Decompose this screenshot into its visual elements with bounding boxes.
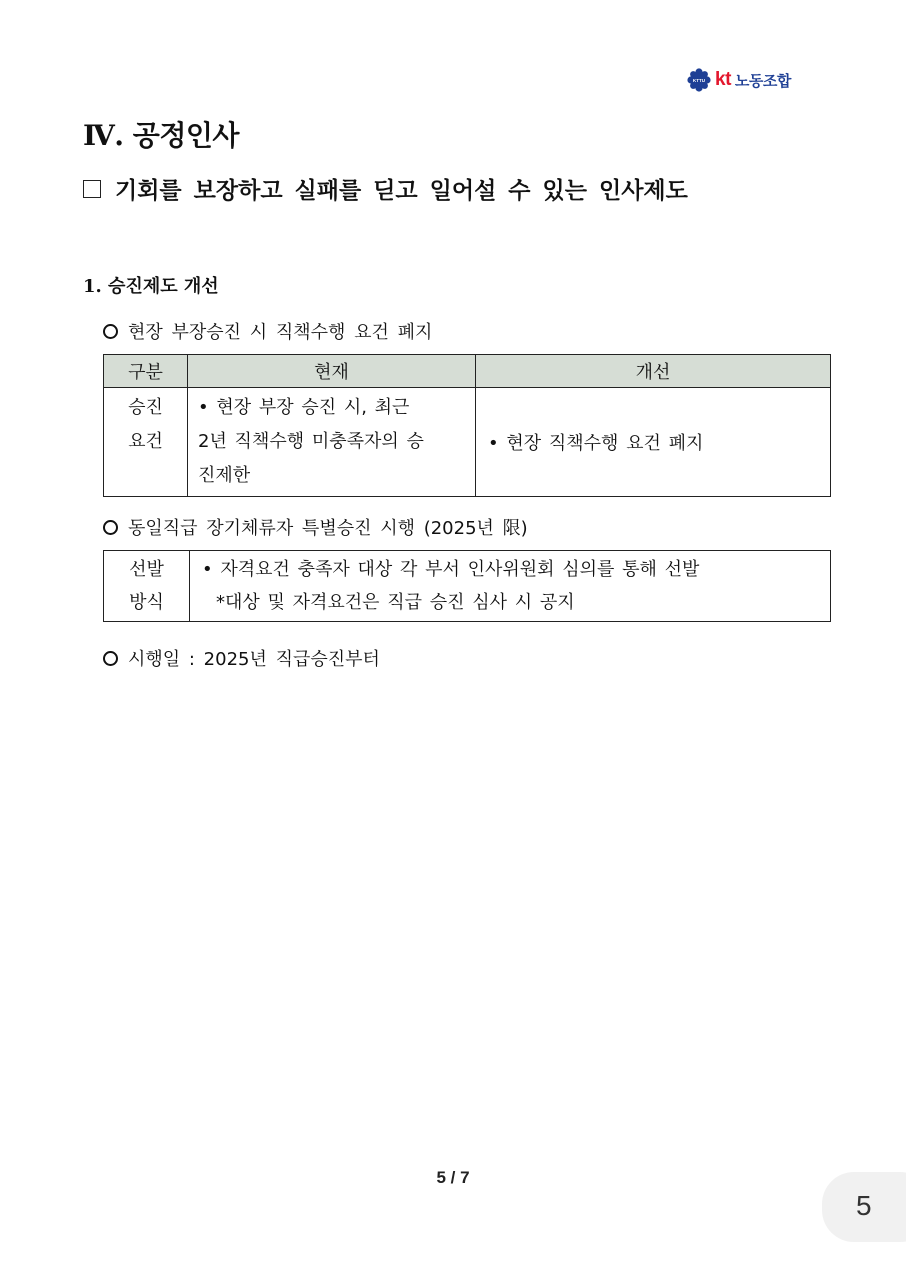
- row-label-line: 방식: [129, 592, 164, 613]
- row-label: [104, 551, 190, 622]
- bullet-text: 현장 부장승진 시 직책수행 요건 폐지: [128, 322, 433, 343]
- table-row: [104, 388, 831, 497]
- cell-line: 2년 직책수행 미충족자의 승: [198, 431, 424, 452]
- union-logo: [687, 68, 791, 92]
- bullet-item: [103, 645, 380, 671]
- section-title: Ⅳ. 공정인사: [83, 119, 239, 152]
- table-header: 현재: [188, 355, 476, 388]
- page-number: 5 / 7: [436, 1168, 470, 1187]
- kttu-emblem-icon: [687, 68, 711, 92]
- numbered-heading: 1. 승진제도 개선: [83, 276, 219, 297]
- circle-bullet-icon: [103, 520, 118, 535]
- emblem-text: KTTU: [692, 77, 706, 83]
- circle-bullet-icon: [103, 651, 118, 666]
- table-header: 개선: [476, 355, 831, 388]
- page-indicator-badge: [822, 1172, 906, 1242]
- row-label-line: 선발: [129, 559, 164, 580]
- table-row: [104, 551, 831, 622]
- subheading-text: 기회를 보장하고 실패를 딛고 일어설 수 있는 인사제도: [115, 177, 688, 204]
- bullet-text: 시행일 : 2025년 직급승진부터: [128, 649, 380, 670]
- row-label: [104, 388, 188, 497]
- cell-line: • 현장 부장 승진 시, 최근: [198, 397, 410, 418]
- row-label-line: 승진: [128, 397, 163, 418]
- promotion-requirement-table: [103, 354, 831, 497]
- bullet-item: [103, 514, 528, 540]
- bullet-item: [103, 318, 432, 344]
- selection-method-table: [103, 550, 831, 622]
- subheading: [83, 172, 688, 205]
- cell-line: • 자격요건 충족자 대상 각 부서 인사위원회 심의를 통해 선발: [202, 559, 700, 580]
- logo-kt: kt: [715, 69, 731, 90]
- page-indicator-number: 5: [856, 1190, 872, 1221]
- method-cell: [190, 551, 831, 622]
- table-header: 구분: [104, 355, 188, 388]
- checkbox-icon: [83, 180, 101, 198]
- cell-note: *대상 및 자격요건은 직급 승진 심사 시 공지: [216, 592, 575, 613]
- logo-union: 노동조합: [734, 71, 791, 90]
- cell-line: 진제한: [198, 465, 251, 486]
- circle-bullet-icon: [103, 324, 118, 339]
- bullet-text: 동일직급 장기체류자 특별승진 시행 (2025년 限): [128, 518, 528, 539]
- current-cell: [188, 388, 476, 497]
- row-label-line: 요건: [128, 431, 163, 452]
- improved-cell: • 현장 직책수행 요건 폐지: [476, 388, 831, 497]
